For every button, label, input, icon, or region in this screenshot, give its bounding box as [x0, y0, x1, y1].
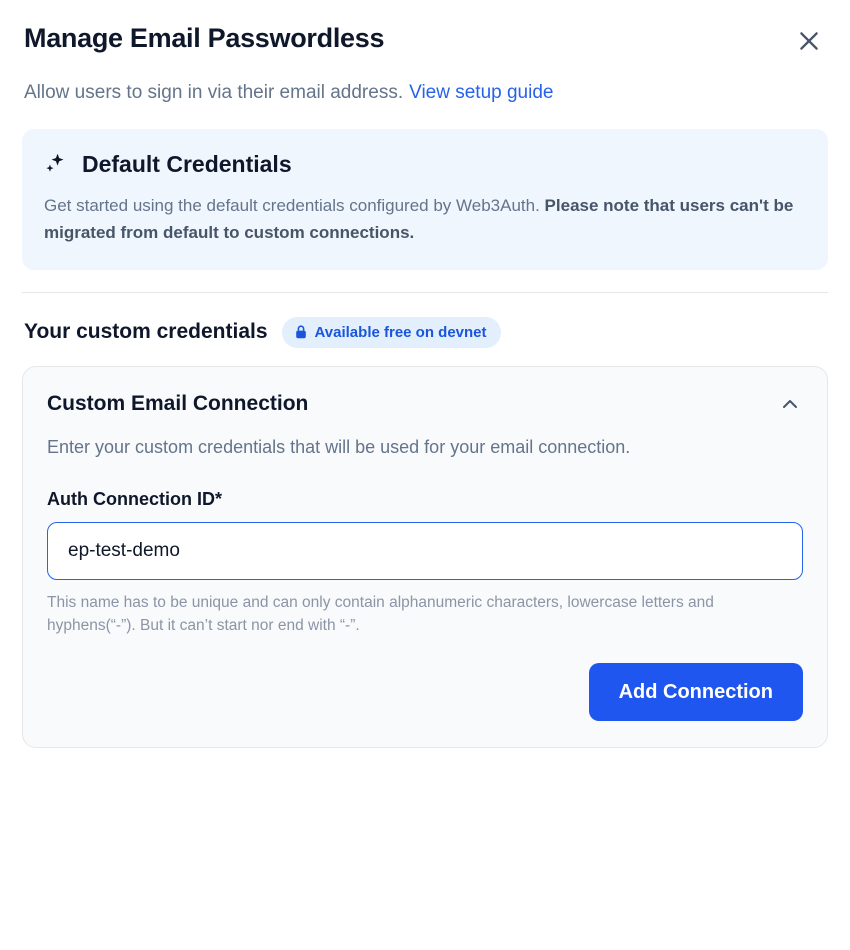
auth-connection-id-helper: This name has to be unique and can only contain alphanumeric characters, lowercase letters and hyphens(“-”). But it can’t start nor end with “-”. [47, 593, 714, 635]
section-divider [22, 292, 828, 293]
close-button[interactable] [792, 24, 826, 58]
subtitle-text: Allow users to sign in via their email address. [24, 82, 404, 103]
dialog-subtitle [24, 80, 828, 107]
custom-email-connection-card [22, 366, 828, 749]
auth-connection-id-input[interactable] [47, 522, 803, 580]
default-credentials-banner [22, 129, 828, 270]
banner-body-bold: Please note that users can't be migrated from default to custom connections. [44, 196, 794, 242]
close-icon [796, 28, 822, 54]
page-title: Manage Email Passwordless [24, 23, 385, 53]
sparkle-icon [44, 151, 70, 177]
section-title: Your custom credentials [24, 320, 268, 344]
banner-body [44, 193, 806, 246]
add-connection-button[interactable]: Add Connection [589, 663, 803, 721]
dialog-header [22, 22, 828, 58]
banner-header [44, 151, 806, 179]
status-badge [282, 317, 501, 348]
card-actions [47, 663, 803, 721]
auth-connection-id-label: Auth Connection ID* [47, 488, 222, 509]
chevron-up-icon[interactable] [777, 391, 803, 417]
card-header[interactable] [47, 391, 803, 417]
card-title: Custom Email Connection [47, 391, 309, 415]
banner-title: Default Credentials [82, 150, 292, 177]
view-setup-guide-link[interactable]: View setup guide [409, 82, 554, 103]
custom-credentials-header [22, 317, 828, 348]
lock-icon [294, 324, 308, 340]
status-badge-label: Available free on devnet [314, 323, 487, 341]
card-description: Enter your custom credentials that will be used for your email connection. [47, 436, 631, 457]
banner-body-regular: Get started using the default credentials configured by Web3Auth. [44, 196, 545, 216]
